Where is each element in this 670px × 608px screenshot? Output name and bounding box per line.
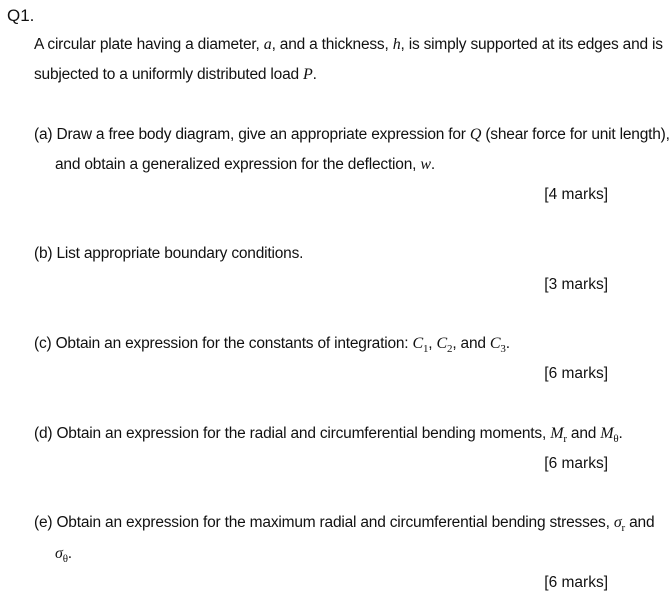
part-e-text: (e) Obtain an expression for the maximum radial and circumferential bending stresses, [34, 514, 614, 531]
part-c-separator: , [428, 335, 437, 352]
part-c-marks: [6 marks] [544, 365, 608, 382]
intro-text: subjected to a uniformly distributed load [34, 66, 304, 83]
part-d-line-1 [34, 425, 623, 445]
part-a-marks: [4 marks] [544, 186, 608, 203]
variable-a: a [263, 36, 272, 53]
intro-text: , is simply supported at its edges and is [400, 36, 663, 53]
variable-p: P [303, 66, 313, 83]
part-d-marks: [6 marks] [544, 455, 608, 472]
moment-mtheta: $M_\theta$ [600, 425, 619, 446]
part-c-separator: , and [452, 335, 490, 352]
question-number: Q1. [7, 6, 35, 25]
variable-q: Q [469, 126, 482, 143]
part-a-text: (shear force for unit length), [481, 126, 670, 143]
moment-mr: $M_r$ [550, 425, 567, 446]
part-e-text: and [625, 514, 655, 531]
intro-line-2 [34, 66, 317, 84]
part-e-line-1 [34, 514, 654, 534]
stress-sigma-r: $\sigma_r$ [613, 514, 625, 535]
part-e-line-2 [55, 545, 72, 565]
constant-c3: $C_3$ [489, 335, 506, 356]
part-a-line-2 [55, 156, 435, 174]
part-c-text: (c) Obtain an expression for the constants of integration: [34, 335, 413, 352]
constant-c1: $C_1$ [412, 335, 429, 356]
part-a-text: and obtain a generalized expression for the deflection, [55, 156, 421, 173]
part-a-text: (a) Draw a free body diagram, give an appropriate expression for [34, 126, 470, 143]
variable-w: w [420, 156, 431, 173]
part-e-marks: [6 marks] [544, 574, 608, 591]
constant-c2: $C_2$ [436, 335, 453, 356]
intro-text: , and a thickness, [271, 36, 393, 53]
part-d-text: . [618, 425, 623, 442]
part-c-line-1 [34, 335, 510, 355]
intro-line-1 [34, 36, 663, 54]
intro-text: . [312, 66, 317, 83]
part-a-line-1 [34, 126, 670, 144]
variable-h: h [392, 36, 401, 53]
part-e-text: . [67, 545, 72, 562]
part-b-marks: [3 marks] [544, 276, 608, 293]
part-d-separator: and [566, 425, 601, 442]
intro-text: A circular plate having a diameter, [34, 36, 264, 53]
stress-sigma-theta: $\sigma_\theta$ [55, 545, 68, 566]
part-b-line-1: (b) List appropriate boundary conditions. [34, 245, 304, 262]
part-a-text: . [430, 156, 435, 173]
part-d-text: (d) Obtain an expression for the radial and circumferential bending moments, [34, 425, 551, 442]
part-c-text: . [505, 335, 510, 352]
